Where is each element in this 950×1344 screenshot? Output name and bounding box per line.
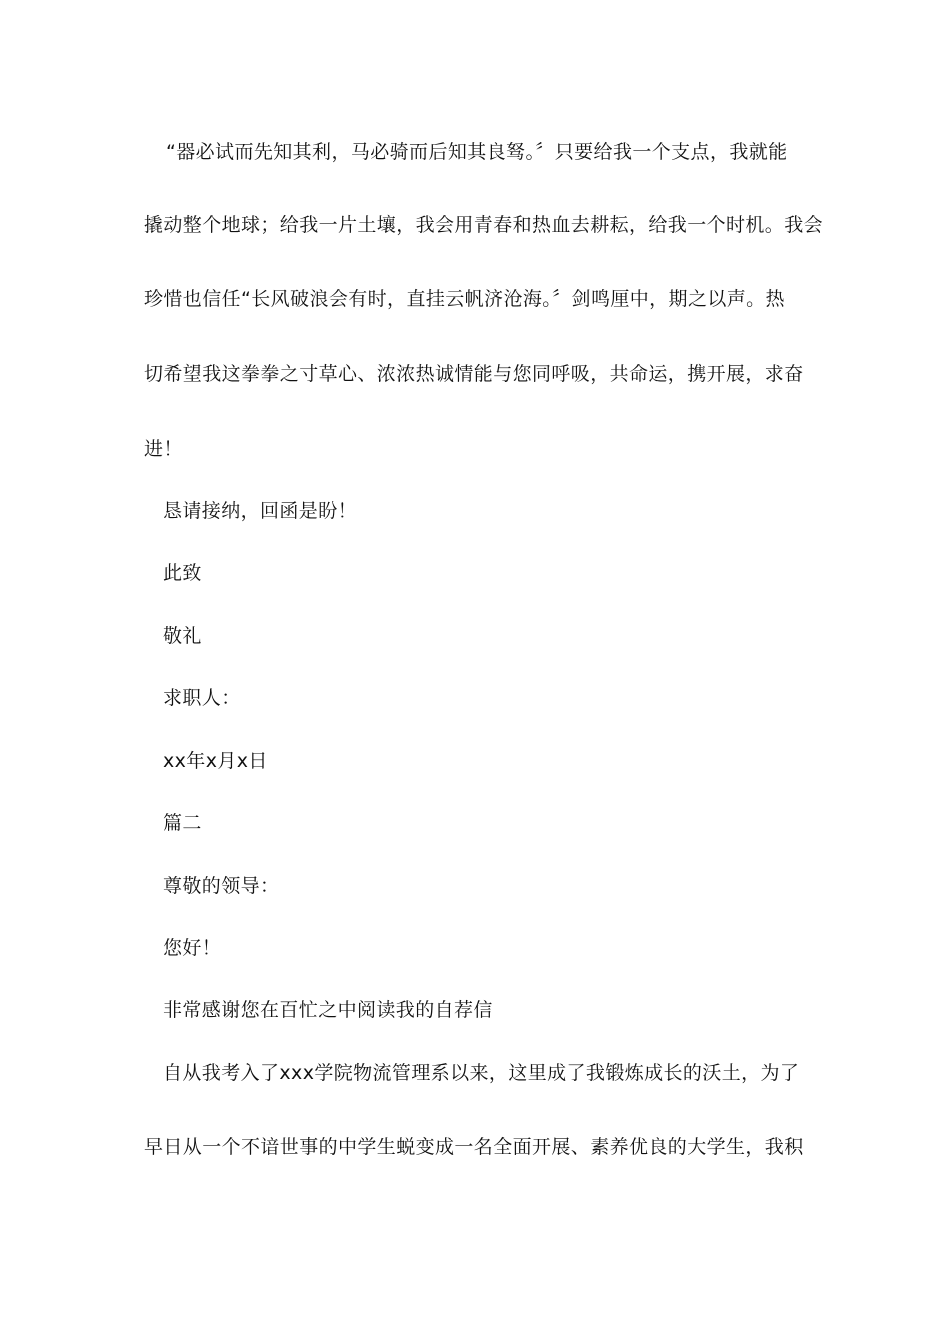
paragraph-line-5: 进！	[144, 438, 183, 460]
applicant-label: 求职人：	[163, 687, 241, 709]
section-heading: 篇二	[163, 812, 202, 834]
body-line-1: 自从我考入了xxx学院物流管理系以来，这里成了我锻炼成长的沃土，为了	[163, 1062, 800, 1084]
salutation-jingli: 敬礼	[163, 625, 202, 647]
paragraph-line-1: “器必试而先知其利，马必骑而后知其良驽。〞只要给我一个支点，我就能	[166, 141, 788, 163]
closing-request: 恳请接纳，回函是盼！	[163, 500, 358, 522]
thanks-line: 非常感谢您在百忙之中阅读我的自荐信	[163, 999, 493, 1021]
paragraph-line-3: 珍惜也信任“长风破浪会有时，直挂云帆济沧海。〞剑鸣厘中，期之以声。热	[144, 288, 785, 310]
letter-greeting: 尊敬的领导：	[163, 875, 280, 897]
letter-hello: 您好！	[163, 937, 222, 959]
salutation-cizhi: 此致	[163, 562, 202, 584]
body-line-2: 早日从一个不谙世事的中学生蜕变成一名全面开展、素养优良的大学生，我积	[144, 1136, 804, 1158]
date-line: xx年x月x日	[163, 750, 268, 772]
paragraph-line-4: 切希望我这拳拳之寸草心、浓浓热诚情能与您同呼吸，共命运，携开展，求奋	[144, 363, 804, 385]
paragraph-line-2: 撬动整个地球；给我一片土壤，我会用青春和热血去耕耘，给我一个时机。我会	[144, 214, 824, 236]
